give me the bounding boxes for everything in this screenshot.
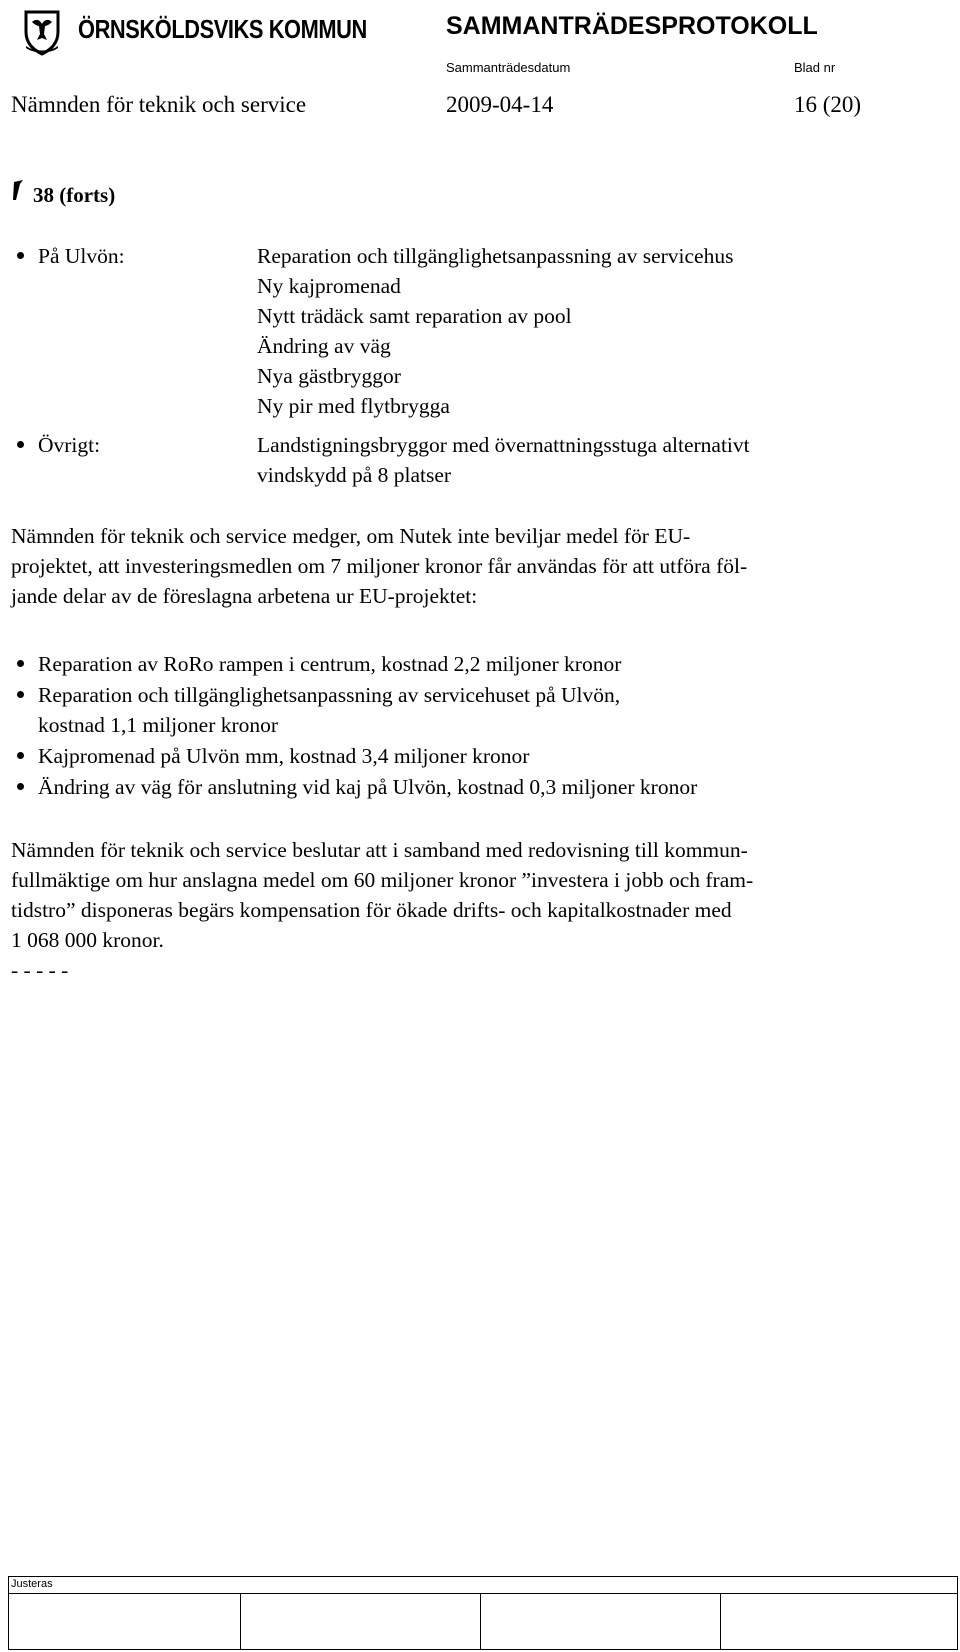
paragraph-line: projektet, att investeringsmedlen om 7 miljoner kronor får användas för att utföra föl- [11, 554, 748, 578]
bullet-icon [17, 660, 24, 667]
bullet-item: Kajpromenad på Ulvön mm, kostnad 3,4 miljoner kronor [38, 744, 530, 768]
list-item: Landstigningsbryggor med övernattningsstuga alternativt [257, 433, 750, 457]
page-label: Blad nr [794, 60, 836, 75]
paragraph-line: Nämnden för teknik och service beslutar att i samband med redovisning till kommun- [11, 838, 748, 862]
list-item: Nytt trädäck samt reparation av pool [257, 304, 572, 328]
signature-cell-divider [720, 1594, 721, 1649]
document-type: SAMMANTRÄDESPROTOKOLL [446, 12, 818, 40]
kommun-logo [20, 8, 367, 56]
signature-table [8, 1576, 958, 1650]
kommun-emblem-icon [20, 8, 74, 56]
bullet-item-continuation: kostnad 1,1 miljoner kronor [38, 713, 279, 737]
bullet-icon [17, 441, 24, 448]
bullet-item: Ändring av väg för anslutning vid kaj på Ulvön, kostnad 0,3 miljoner kronor [38, 775, 698, 799]
list-item: Ny pir med flytbrygga [257, 394, 450, 418]
page-number: 16 (20) [794, 92, 862, 117]
list-item: vindskydd på 8 platser [257, 463, 452, 487]
signature-table-frame [8, 1576, 958, 1650]
signature-table-divider [8, 1593, 958, 1594]
paragraph-line: tidstro” disponeras begärs kompensation för ökade drifts- och kapitalkostnader med [11, 898, 732, 922]
section-heading [11, 180, 115, 208]
bullet-item: Reparation av RoRo rampen i centrum, kostnad 2,2 miljoner kronor [38, 652, 622, 676]
list-label-ovrigt: Övrigt: [38, 433, 101, 457]
signature-cell-divider [480, 1594, 481, 1649]
bullet-item: Reparation och tillgänglighetsanpassning av servicehuset på Ulvön, [38, 683, 621, 707]
bullet-icon [17, 252, 24, 259]
paragraph-line: Nämnden för teknik och service medger, om Nutek inte beviljar medel för EU- [11, 524, 691, 548]
justeras-label: Justeras [11, 1578, 53, 1590]
list-item: Reparation och tillgänglighetsanpassning av servicehus [257, 244, 734, 268]
meeting-date: 2009-04-14 [446, 92, 554, 117]
bullet-icon [17, 752, 24, 759]
bullet-icon [17, 783, 24, 790]
date-label: Sammanträdesdatum [446, 60, 571, 75]
list-label-ulvon: På Ulvön: [38, 244, 125, 268]
org-name: ÖRNSKÖLDSVIKS KOMMUN [78, 14, 367, 44]
signature-cell-divider [240, 1594, 241, 1649]
section-arrow-icon [11, 180, 25, 208]
list-item: Ändring av väg [257, 334, 391, 358]
paragraph-line: 1 068 000 kronor. [11, 928, 164, 952]
bullet-icon [17, 691, 24, 698]
list-item: Nya gästbryggor [257, 364, 401, 388]
paragraph-line: jande delar av de föreslagna arbetena ur EU-projektet: [11, 584, 478, 608]
committee-name: Nämnden för teknik och service [11, 92, 307, 117]
list-item: Ny kajpromenad [257, 274, 401, 298]
end-mark: - - - - - [11, 958, 69, 982]
section-title: 38 (forts) [33, 183, 116, 207]
paragraph-line: fullmäktige om hur anslagna medel om 60 miljoner kronor ”investera i jobb och fram- [11, 868, 754, 892]
